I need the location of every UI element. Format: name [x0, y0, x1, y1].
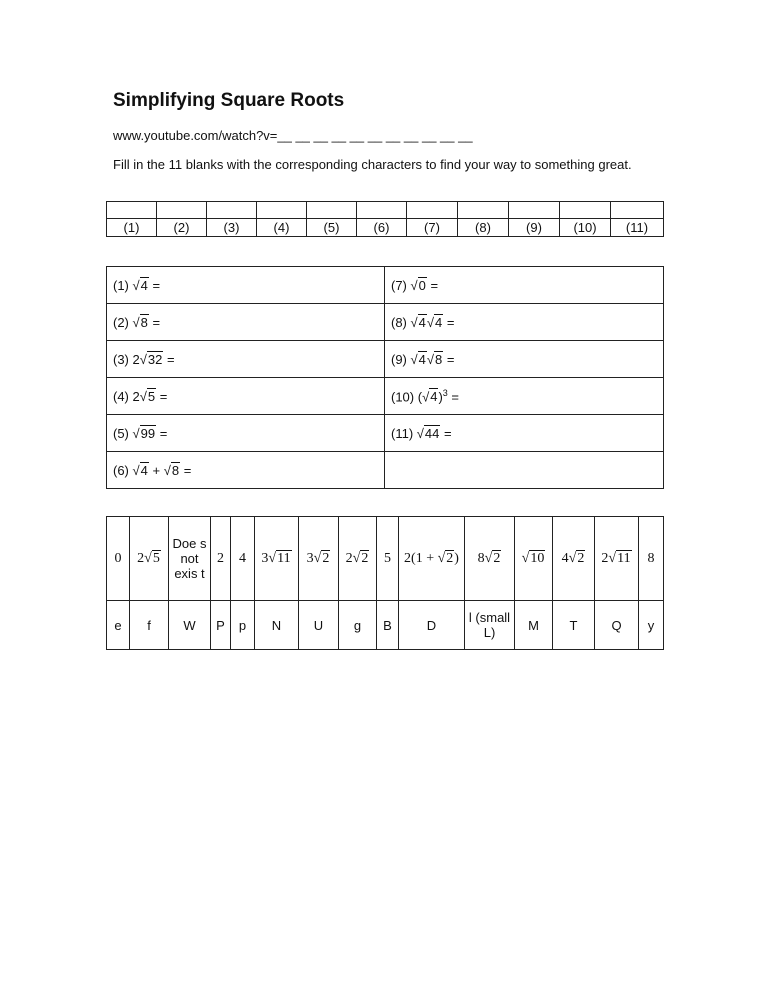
key-value: 8 [639, 517, 664, 601]
problem-7: (7) √0 = [385, 267, 664, 304]
key-value: 2 [211, 517, 231, 601]
key-letter: g [339, 601, 377, 650]
blank-cell[interactable] [611, 202, 664, 219]
blank-cell[interactable] [207, 202, 257, 219]
problem-row [107, 378, 664, 415]
key-letter: W [169, 601, 211, 650]
problem-1: (1) √4 = [107, 267, 385, 304]
key-value: 4 [231, 517, 255, 601]
blank-number: (6) [357, 219, 407, 237]
blank-number: (5) [307, 219, 357, 237]
key-letters-row [107, 601, 664, 650]
blank-cell[interactable] [307, 202, 357, 219]
problem-row [107, 415, 664, 452]
problem-row [107, 304, 664, 341]
blank-number: (1) [107, 219, 157, 237]
problem-2: (2) √8 = [107, 304, 385, 341]
key-letter: U [299, 601, 339, 650]
key-letter: f [130, 601, 169, 650]
instructions: Fill in the 11 blanks with the corresponding characters to find your way to something great. [113, 157, 632, 172]
number-row [107, 219, 664, 237]
answer-grid [106, 201, 664, 237]
key-letter: D [399, 601, 465, 650]
key-value: 4√2 [553, 517, 595, 601]
problem-row [107, 267, 664, 304]
problem-row [107, 341, 664, 378]
key-letter: B [377, 601, 399, 650]
key-letter: T [553, 601, 595, 650]
key-value: Doe s not exis t [169, 517, 211, 601]
key-letter: N [255, 601, 299, 650]
blank-cell[interactable] [157, 202, 207, 219]
problem-4: (4) 2√5 = [107, 378, 385, 415]
key-values-row [107, 517, 664, 601]
empty-cell [385, 452, 664, 489]
blank-number: (11) [611, 219, 664, 237]
key-letter: p [231, 601, 255, 650]
blank-number: (2) [157, 219, 207, 237]
url-line: www.youtube.com/watch?v=__ __ __ __ __ __ __ __ __ __ __ [113, 128, 473, 143]
blank-number: (7) [407, 219, 458, 237]
key-value: 2√5 [130, 517, 169, 601]
key-value: 2(1 + √2) [399, 517, 465, 601]
problem-5: (5) √99 = [107, 415, 385, 452]
problems-table [106, 266, 664, 489]
problem-row [107, 452, 664, 489]
blank-cell[interactable] [458, 202, 509, 219]
key-value: √10 [515, 517, 553, 601]
key-value: 0 [107, 517, 130, 601]
answer-key-table [106, 516, 664, 650]
blank-number: (8) [458, 219, 509, 237]
problem-9: (9) √4√8 = [385, 341, 664, 378]
blank-number: (10) [560, 219, 611, 237]
page-title: Simplifying Square Roots [113, 90, 345, 111]
key-letter: Q [595, 601, 639, 650]
key-value: 2√2 [339, 517, 377, 601]
blank-cell[interactable] [407, 202, 458, 219]
key-letter: M [515, 601, 553, 650]
blank-cell[interactable] [509, 202, 560, 219]
key-value: 2√11 [595, 517, 639, 601]
key-value: 5 [377, 517, 399, 601]
problem-3: (3) 2√32 = [107, 341, 385, 378]
key-value: 8√2 [465, 517, 515, 601]
key-letter: e [107, 601, 130, 650]
problem-6: (6) √4 + √8 = [107, 452, 385, 489]
problem-11: (11) √44 = [385, 415, 664, 452]
blank-cell[interactable] [257, 202, 307, 219]
blank-cell[interactable] [107, 202, 157, 219]
key-letter: l (small L) [465, 601, 515, 650]
key-letter: y [639, 601, 664, 650]
blank-row [107, 202, 664, 219]
key-value: 3√2 [299, 517, 339, 601]
blank-number: (3) [207, 219, 257, 237]
blank-cell[interactable] [560, 202, 611, 219]
blank-number: (9) [509, 219, 560, 237]
key-value: 3√11 [255, 517, 299, 601]
blank-cell[interactable] [357, 202, 407, 219]
key-letter: P [211, 601, 231, 650]
blank-number: (4) [257, 219, 307, 237]
problem-8: (8) √4√4 = [385, 304, 664, 341]
problem-10: (10) $(√4)^3$ = [385, 378, 664, 415]
